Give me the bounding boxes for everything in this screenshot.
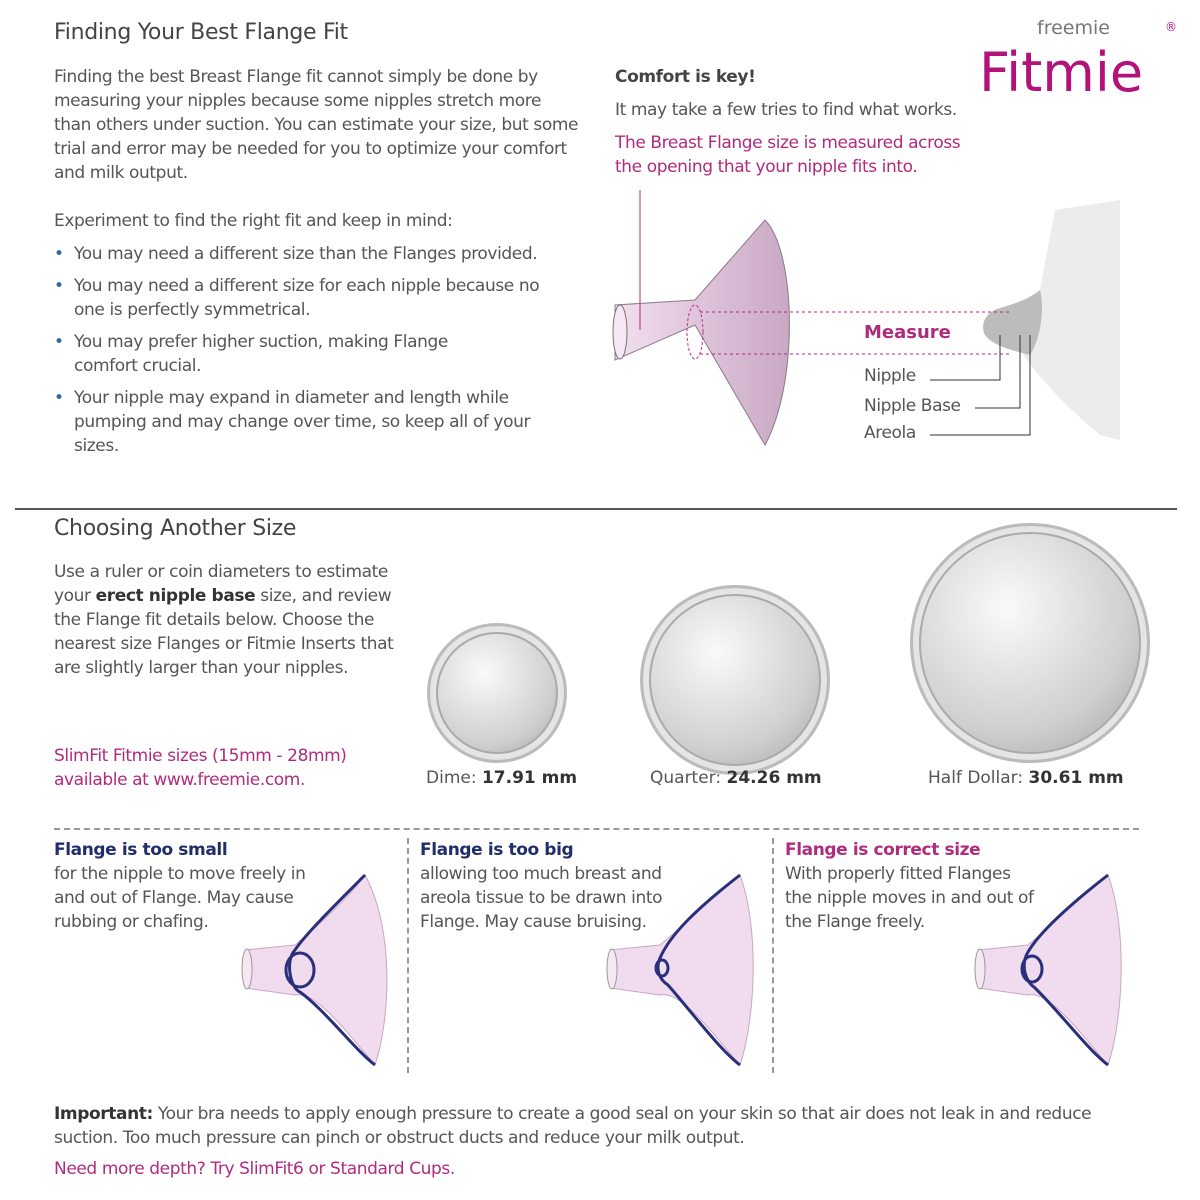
fit-text: allowing too much breast and areola tissue to be drawn into Flange. May cause bruising. (420, 864, 663, 932)
size-text: Use a ruler or coin diameters to estimate your erect nipple base size, and review the Flange fit details below. Choose the nearest size Flanges or Fitmie Inserts that are slightly larger than your nipples. (54, 562, 394, 678)
flange-correct-icon (968, 870, 1128, 1070)
tip-item: • Your nipple may expand in diameter and length while pumping and may change over time, so keep all of your sizes. (54, 386, 544, 458)
fit-text: for the nipple to move freely in and out of Flange. May cause rubbing or chafing. (54, 864, 306, 932)
dime-label: Dime: 17.91 mm (426, 768, 578, 788)
column-divider (772, 838, 774, 1073)
important-note: Important: Your bra needs to apply enough pressure to create a good seal on your skin so that air does not leak in and reduce suction. Too much pressure can pinch or obstruct ducts and reduce your milk output. (54, 1104, 1092, 1148)
measure-label: Measure (864, 322, 951, 343)
fit-title: Flange is correct size (785, 840, 981, 860)
dime-coin (427, 623, 567, 763)
areola-shape (983, 290, 1042, 355)
comfort-title: Comfort is key! (615, 67, 756, 87)
fit-title: Flange is too big (420, 840, 574, 860)
tips-list (54, 242, 564, 466)
more-depth-link[interactable]: Need more depth? Try SlimFit6 or Standard Cups. (54, 1159, 455, 1179)
areola-label: Areola (864, 423, 916, 443)
section-title-fit: Finding Your Best Flange Fit (54, 20, 348, 45)
fits-divider (54, 828, 1139, 830)
flange-shape (615, 220, 789, 445)
quarter-coin (640, 585, 830, 775)
fit-text: With properly fitted Flanges the nipple moves in and out of the Flange freely. (785, 864, 1034, 932)
tip-item: • You may need a different size than the Flanges provided. (54, 242, 564, 266)
tip-item: • You may need a different size for each nipple because no one is perfectly symmetrical. (54, 274, 564, 322)
nipple-label: Nipple (864, 366, 916, 386)
nipple-base-label: Nipple Base (864, 396, 961, 416)
quarter-label: Quarter: 24.26 mm (650, 768, 822, 788)
logo (975, 18, 1185, 108)
section-title-size: Choosing Another Size (54, 516, 297, 541)
intro-text: Finding the best Breast Flange fit cannot simply be done by measuring your nipples because some nipples stretch more than others under suction. You can estimate your size, but some trial and error may be needed for you to optimize your comfort and milk output. (54, 67, 579, 183)
column-divider (407, 838, 409, 1073)
logo-fitmie: Fitmie (979, 41, 1144, 104)
slimfit-link[interactable]: SlimFit Fitmie sizes (15mm - 28mm) available at www.freemie.com. (54, 746, 347, 790)
logo-freemie: freemie (1037, 17, 1110, 39)
section-divider (15, 508, 1177, 510)
flange-measure-diagram (600, 180, 1120, 460)
flange-too-big-icon (600, 870, 760, 1070)
measure-note: The Breast Flange size is measured across the opening that your nipple fits into. (615, 133, 961, 177)
registered-mark: ® (1165, 20, 1177, 34)
comfort-text: It may take a few tries to find what works. (615, 100, 957, 120)
half-dollar-coin (910, 523, 1150, 763)
tip-item: • You may prefer higher suction, making Flange comfort crucial. (54, 330, 494, 378)
fit-title: Flange is too small (54, 840, 228, 860)
flange-too-small-icon (235, 870, 395, 1070)
list-intro: Experiment to find the right fit and keep in mind: (54, 211, 453, 231)
half-dollar-label: Half Dollar: 30.61 mm (928, 768, 1124, 788)
